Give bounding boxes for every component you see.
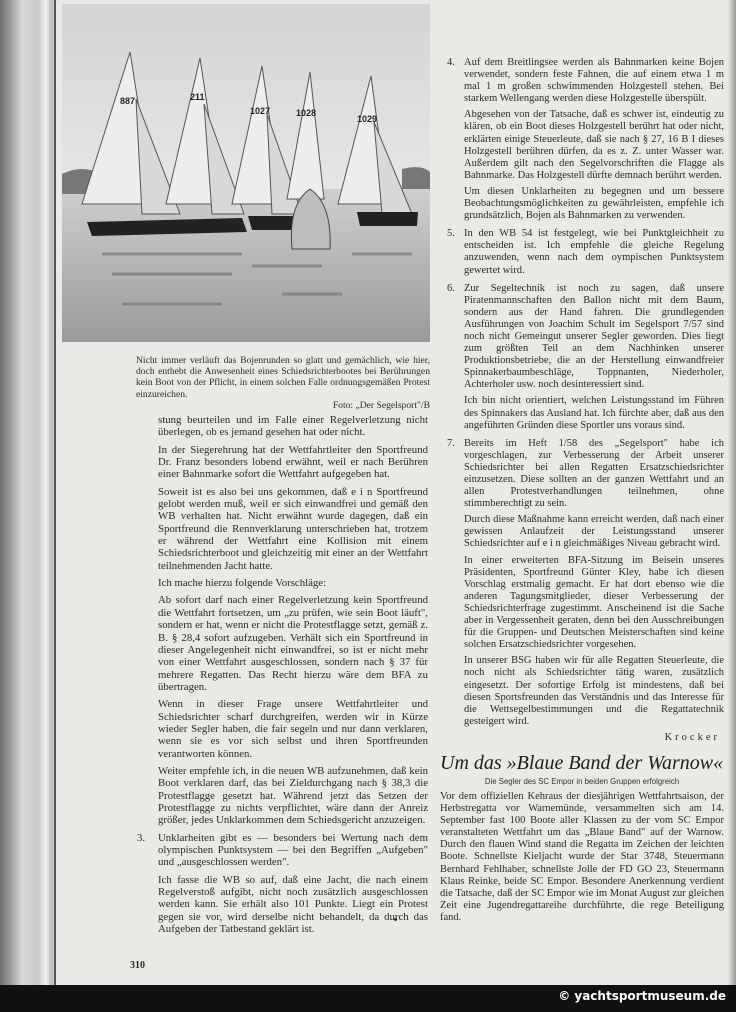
watermark: © yachtsportmuseum.de — [558, 989, 726, 1003]
page-edge-shadow — [728, 0, 736, 985]
photo-caption — [136, 355, 430, 411]
paragraph: In der Siegerehrung hat der Wettfahrtleiter den Sportfreund Dr. Franz besonders lobend erwähnt, weil er nach Berühren einer Bahnmarke sofort die Wettfahrt aufgegeben hat. — [158, 443, 428, 481]
sail-number: 1028 — [296, 108, 317, 118]
sail-number: 1029 — [357, 114, 378, 124]
sailboats-photo — [62, 4, 430, 342]
paragraph: Um diesen Unklarheiten zu begegnen und um bessere Beobachtungsmöglichkeiten zu gewährleisten, empfehle ich grundsätzlich, Bojen als Bahnmarken zu verwenden. — [464, 185, 724, 222]
article-title: Um das »Blaue Band der Warnow« — [440, 751, 724, 774]
right-column — [440, 57, 724, 924]
paragraph: Ich mache hierzu folgende Vorschläge: — [158, 577, 327, 590]
article-subtitle: Die Segler des SC Empor in beiden Gruppen erfolgreich — [484, 776, 680, 786]
paragraph: Bereits im Heft 1/58 des „Segelsport" habe ich vorgeschlagen, zur Verbesserung der Arbeit unserer Schiedsrichter bei allen Regatten Ersatzschiedsrichter einzusetzen. Diese sollten an der ganzen Wettfahrt und an allen Protestverhandlungen teilnehmen, ohne stimmberechtigt zu sein. — [464, 437, 724, 510]
sail-number: 887 — [120, 96, 136, 106]
photo-credit: Foto: „Der Segelsport"/B — [332, 399, 430, 411]
left-column — [137, 414, 428, 940]
paragraph: Ich fasse die WB so auf, daß eine Jacht, die nach einem Regelverstoß aufgibt, nicht noch zusätzlich ausgeschlossen werden kann. Sie erhält also 101 Punkte. Liegt ein Protest gegen sie vor, wird derselbe nicht behandelt, da durch das Aufgeben der Tatbestand geklärt ist. — [158, 873, 428, 936]
list-item-4 — [447, 57, 724, 222]
paragraph: Durch diese Maßnahme kann erreicht werden, daß nach einer gewissen Anlaufzeit der Leistungsstand unserer Schiedsrichter auf e i n gleichmäßiges Niveau gebracht wird. — [464, 514, 724, 550]
paragraph: Soweit ist es also bei uns gekommen, daß e i n Sportfreund gelobt werden muß, weil er sich einwandfrei und gemäß den WB verhalten hat. Nicht erwähnt wurde dagegen, daß ein Sportfreund die Rennverklarung unterschrieben hat, trotzem er während der Wettfahrt eine Kollision mit einem Schiedsrichterboot und gleichzeitig mit einer an der Wettfahrt teilnehmenden Jacht hatte. — [158, 485, 428, 572]
paragraph: Ab sofort darf nach einer Regelverletzung kein Sportfreund die Wettfahrt fortsetzen, um „zu prüfen, wie sein Boot läuft", sondern er hat, wenn er nicht die Protestflagge setzt, gemäß z. B. § 28,4 sofort aufzugeben. Verhält sich ein Sportfreund in dieser Angelegenheit nicht einwandfrei, so ist er nicht mehr von einer Wettfahrt ausgeschlossen, sondern nach § 37 für mehrere Regatten. Das Recht hierzu wäre dem BFA zu übertragen. — [158, 594, 428, 693]
list-item-5 — [447, 228, 724, 276]
paragraph: Abgesehen von der Tatsache, daß es schwer ist, eindeutig zu klären, ob ein Boot dieses Holzgestell berührt hat oder nicht, erklärten einige Steuerleute, daß sie nach § 27, 16 B I dieses Holzgestell berühren dürfen, da es z. Z. unter Wasser war. Außerdem gilt nach den Segelvorschriften die Flagge als Bahnmarke. Das Holzgestell dürfte demnach berührt werden. — [464, 109, 724, 181]
sail-number: 211 — [190, 92, 205, 102]
list-item-6 — [447, 282, 724, 432]
item-number: 6. — [447, 282, 455, 294]
paragraph: In den WB 54 ist festgelegt, wie bei Punktgleichheit zu entscheiden ist. Ich empfehle die gleiche Regelung anzuwenden, wenn nach dem oympischen Punktsystem gewertet wird. — [464, 228, 724, 276]
paragraph: Wenn in dieser Frage unsere Wettfahrtleiter und Schiedsrichter scharf durchgreifen, werden wir in Kürze wieder Segler haben, die fair segeln und nur dann verklaren, wenn sie es vor sich selbst und ihren Sportfreunden verantworten können. — [158, 698, 428, 760]
paragraph: In unserer BSG haben wir für alle Regatten Steuerleute, die noch nicht als Schiedsrichter tätig waren, zusätzlich eingesetzt. Der sofortige Erfolg ist mindestens, daß bei diesen Sportsfreunden das Verständnis und das Interesse für die Wettsegelbestimmungen und die Regattatechnik gesteigert wird. — [464, 655, 724, 727]
sail-number: 1027 — [250, 106, 271, 116]
item-number: 7. — [447, 437, 455, 449]
paragraph: Weiter empfehle ich, in die neuen WB aufzunehmen, daß kein Boot verklaren darf, das bei Zieldurchgang nach § 38,3 die Protestflagge gesetzt hat. Während jetzt das Setzen der Protestflagge zu nichts verpflichtet, wäre dann der Anreiz größer, jedes Unklarkommen dem Schiedsgericht anzuzeigen. — [158, 764, 428, 827]
paragraph: stung beurteilen und im Falle einer Regelverletzung nicht überlegen, ob es jemand gesehen hat oder nicht. — [158, 414, 428, 439]
book-binding — [0, 0, 56, 985]
paragraph: Zur Segeltechnik ist noch zu sagen, daß unsere Piratenmannschaften den Ballon nicht mit dem Baum, sondern aus der Hand fahren. Die grundlegenden Ausführungen von Joachim Schult im Segelsport 7/57 sind noch nicht Gemeingut unserer Segler geworden. Dies liegt zum größten Teil an dem Nachhinken unserer Produktionsbetriebe, die an der Herstellung einwandfreier Spinnakerbaumbeschläge, Toppnanten, Niederholer, Achterholer usw. noch desinteressiert sind. — [464, 282, 724, 391]
caption-text: Nicht immer verläuft das Bojenrunden so glatt und gemächlich, wie hier, doch enthebt die Anwesenheit eines Schiedsrichterbootes bei Berührungen kein Boot von der Pflicht, in einem solchen Falle ordnungsgemäßen Protest einzureichen. — [136, 355, 430, 400]
author-signature: Krocker — [664, 731, 720, 743]
binding-edge — [54, 0, 56, 985]
page-number: 310 — [130, 960, 145, 971]
paragraph: Unklarheiten gibt es — besonders bei Wertung nach dem olympischen Punktsystem — bei den Begriffen „Aufgeben" und „ausgeschlossen werden". — [158, 831, 428, 869]
paragraph: Auf dem Breitlingsee werden als Bahnmarken keine Bojen verwendet, sondern feste Fahnen, die auf einem etwa 1 m mal 1 m großen schwimmenden Holzgestell stehen. Bei starkem Wellengang werden diese Holzgestelle überspült. — [464, 57, 724, 105]
paragraph: In einer erweiterten BFA-Sitzung im Beisein unseres Präsidenten, Sportfreund Günter Kley, habe ich diesen Vorschlag erstmalig gemacht. Er hat dort ebenso wie die anderen Tagungsmitglieder, dieser Verbesserung der Schiedsrichterfrage zugestimmt. Anscheinend ist die Sache aber in Vergessenheit geraten, denn bei den Ausschreibungen für die Gruppen- und Deutschen Meisterschaften sind keine solchen Ersatzschiedsrichter vorgesehen. — [464, 554, 724, 651]
footer-bar — [0, 985, 736, 1012]
list-item-3 — [137, 831, 428, 936]
paragraph: Ich bin nicht orientiert, welchen Leistungsstand im Führen des Spinnakers das Ausland hat. Ich fürchte aber, daß aus den angeführten Gründen diese Sportler uns voraus sind. — [464, 395, 724, 431]
item-number: 3. — [137, 831, 146, 844]
item-number: 4. — [447, 57, 455, 68]
article-body: Vor dem offiziellen Kehraus der diesjährigen Wettfahrtsaison, der Herbstregatta vor Warnemünde, versammelten sich am 14. September fast 100 Boote aller Klassen zu der vom SC Empor veranstalteten Wettfahrt um das „Blaue Band" auf der Warnow. Durch den flauen Wind stand die Regatta im Zeichen der leichten Boote. Schnellste Kieljacht wurde der Star 3748, Steuermann Bernhard Fehlhaber, schnellste Jolle der FD GO 23, Steuermann Klaus Reinke, beide SC Empor. Besondere Anerkennung verdient die Tatsache, daß der SC Empor wie im Monat August zur gleichen Zeit eine Jugendregattareihe durchführte, die rege Beteiligung fand. — [440, 790, 724, 923]
item-number: 5. — [447, 228, 455, 240]
list-item-7 — [447, 437, 724, 744]
